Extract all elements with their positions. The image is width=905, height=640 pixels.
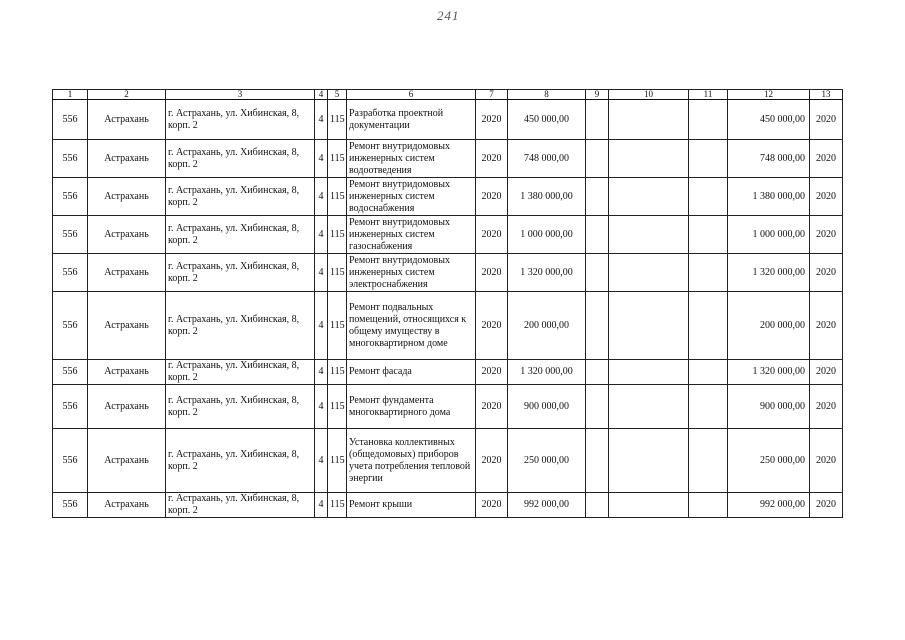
col4-cell: 4 [315,493,328,518]
col9-cell [586,100,609,140]
col11-cell [689,100,728,140]
address-cell: г. Астрахань, ул. Хибинская, 8, корп. 2 [166,140,315,178]
row-number-cell: 556 [53,216,88,254]
year-cell: 2020 [476,178,508,216]
col11-cell [689,140,728,178]
city-cell: Астрахань [88,360,166,385]
address-cell: г. Астрахань, ул. Хибинская, 8, корп. 2 [166,100,315,140]
work-type-cell: Разработка проектной документации [347,100,476,140]
work-type-cell: Ремонт внутридомовых инженерных систем электроснабжения [347,254,476,292]
total-cell: 450 000,00 [728,100,810,140]
work-type-cell: Ремонт внутридомовых инженерных систем водоотведения [347,140,476,178]
col4-cell: 4 [315,385,328,429]
col11-cell [689,254,728,292]
city-cell: Астрахань [88,216,166,254]
col10-cell [609,493,689,518]
work-type-cell: Установка коллективных (общедомовых) приборов учета потребления тепловой энергии [347,429,476,493]
total-cell: 250 000,00 [728,429,810,493]
row-number-cell: 556 [53,254,88,292]
row-number-cell: 556 [53,493,88,518]
col5-cell: 115 [328,100,347,140]
column-header: 2 [88,90,166,100]
col10-cell [609,100,689,140]
completion-year-cell: 2020 [810,429,843,493]
completion-year-cell: 2020 [810,360,843,385]
capital-repair-table [52,89,843,518]
row-number-cell: 556 [53,385,88,429]
city-cell: Астрахань [88,493,166,518]
work-type-cell: Ремонт крыши [347,493,476,518]
total-cell: 1 380 000,00 [728,178,810,216]
column-header: 8 [508,90,586,100]
table-row [53,178,843,216]
column-header: 7 [476,90,508,100]
column-header: 3 [166,90,315,100]
completion-year-cell: 2020 [810,140,843,178]
address-cell: г. Астрахань, ул. Хибинская, 8, корп. 2 [166,292,315,360]
address-cell: г. Астрахань, ул. Хибинская, 8, корп. 2 [166,178,315,216]
year-cell: 2020 [476,385,508,429]
city-cell: Астрахань [88,140,166,178]
header-row [53,90,843,100]
year-cell: 2020 [476,292,508,360]
col9-cell [586,216,609,254]
col9-cell [586,360,609,385]
col5-cell: 115 [328,140,347,178]
col4-cell: 4 [315,216,328,254]
amount-cell: 200 000,00 [508,292,586,360]
col9-cell [586,385,609,429]
column-header: 12 [728,90,810,100]
table-row [53,360,843,385]
col9-cell [586,178,609,216]
col11-cell [689,216,728,254]
total-cell: 200 000,00 [728,292,810,360]
amount-cell: 900 000,00 [508,385,586,429]
total-cell: 1 000 000,00 [728,216,810,254]
row-number-cell: 556 [53,360,88,385]
row-number-cell: 556 [53,292,88,360]
table-row [53,429,843,493]
amount-cell: 748 000,00 [508,140,586,178]
col9-cell [586,140,609,178]
city-cell: Астрахань [88,254,166,292]
col4-cell: 4 [315,254,328,292]
total-cell: 1 320 000,00 [728,360,810,385]
amount-cell: 992 000,00 [508,493,586,518]
table-row [53,385,843,429]
column-header: 4 [315,90,328,100]
table-body [53,90,843,518]
amount-cell: 1 000 000,00 [508,216,586,254]
column-header: 5 [328,90,347,100]
column-header: 10 [609,90,689,100]
year-cell: 2020 [476,100,508,140]
col4-cell: 4 [315,140,328,178]
work-type-cell: Ремонт внутридомовых инженерных систем водоснабжения [347,178,476,216]
column-header: 11 [689,90,728,100]
col5-cell: 115 [328,254,347,292]
completion-year-cell: 2020 [810,100,843,140]
col11-cell [689,429,728,493]
city-cell: Астрахань [88,100,166,140]
col10-cell [609,360,689,385]
col11-cell [689,385,728,429]
col4-cell: 4 [315,292,328,360]
col5-cell: 115 [328,216,347,254]
col5-cell: 115 [328,360,347,385]
col5-cell: 115 [328,493,347,518]
address-cell: г. Астрахань, ул. Хибинская, 8, корп. 2 [166,216,315,254]
col10-cell [609,292,689,360]
col10-cell [609,178,689,216]
column-header: 13 [810,90,843,100]
year-cell: 2020 [476,360,508,385]
col5-cell: 115 [328,178,347,216]
completion-year-cell: 2020 [810,493,843,518]
row-number-cell: 556 [53,178,88,216]
address-cell: г. Астрахань, ул. Хибинская, 8, корп. 2 [166,493,315,518]
page-number: 241 [437,8,460,23]
year-cell: 2020 [476,429,508,493]
col10-cell [609,254,689,292]
table-row [53,216,843,254]
col4-cell: 4 [315,429,328,493]
col4-cell: 4 [315,100,328,140]
amount-cell: 1 320 000,00 [508,254,586,292]
address-cell: г. Астрахань, ул. Хибинская, 8, корп. 2 [166,385,315,429]
year-cell: 2020 [476,140,508,178]
column-header: 6 [347,90,476,100]
total-cell: 748 000,00 [728,140,810,178]
address-cell: г. Астрахань, ул. Хибинская, 8, корп. 2 [166,429,315,493]
completion-year-cell: 2020 [810,216,843,254]
completion-year-cell: 2020 [810,178,843,216]
col5-cell: 115 [328,385,347,429]
completion-year-cell: 2020 [810,385,843,429]
col11-cell [689,493,728,518]
col10-cell [609,140,689,178]
work-type-cell: Ремонт подвальных помещений, относящихся к общему имуществу в многоквартирном доме [347,292,476,360]
address-cell: г. Астрахань, ул. Хибинская, 8, корп. 2 [166,360,315,385]
col9-cell [586,493,609,518]
total-cell: 900 000,00 [728,385,810,429]
col9-cell [586,292,609,360]
amount-cell: 1 320 000,00 [508,360,586,385]
table-row [53,493,843,518]
year-cell: 2020 [476,493,508,518]
city-cell: Астрахань [88,385,166,429]
col11-cell [689,178,728,216]
col11-cell [689,292,728,360]
city-cell: Астрахань [88,292,166,360]
col4-cell: 4 [315,178,328,216]
total-cell: 1 320 000,00 [728,254,810,292]
city-cell: Астрахань [88,429,166,493]
completion-year-cell: 2020 [810,292,843,360]
year-cell: 2020 [476,216,508,254]
table-row [53,254,843,292]
column-header: 1 [53,90,88,100]
col10-cell [609,429,689,493]
column-header: 9 [586,90,609,100]
amount-cell: 250 000,00 [508,429,586,493]
work-type-cell: Ремонт фасада [347,360,476,385]
address-cell: г. Астрахань, ул. Хибинская, 8, корп. 2 [166,254,315,292]
col9-cell [586,254,609,292]
col5-cell: 115 [328,292,347,360]
amount-cell: 1 380 000,00 [508,178,586,216]
amount-cell: 450 000,00 [508,100,586,140]
col10-cell [609,385,689,429]
row-number-cell: 556 [53,100,88,140]
work-type-cell: Ремонт внутридомовых инженерных систем газоснабжения [347,216,476,254]
col5-cell: 115 [328,429,347,493]
work-type-cell: Ремонт фундамента многоквартирного дома [347,385,476,429]
completion-year-cell: 2020 [810,254,843,292]
col9-cell [586,429,609,493]
col11-cell [689,360,728,385]
table-row [53,100,843,140]
row-number-cell: 556 [53,140,88,178]
col10-cell [609,216,689,254]
col4-cell: 4 [315,360,328,385]
total-cell: 992 000,00 [728,493,810,518]
table-row [53,292,843,360]
city-cell: Астрахань [88,178,166,216]
row-number-cell: 556 [53,429,88,493]
year-cell: 2020 [476,254,508,292]
table-row [53,140,843,178]
